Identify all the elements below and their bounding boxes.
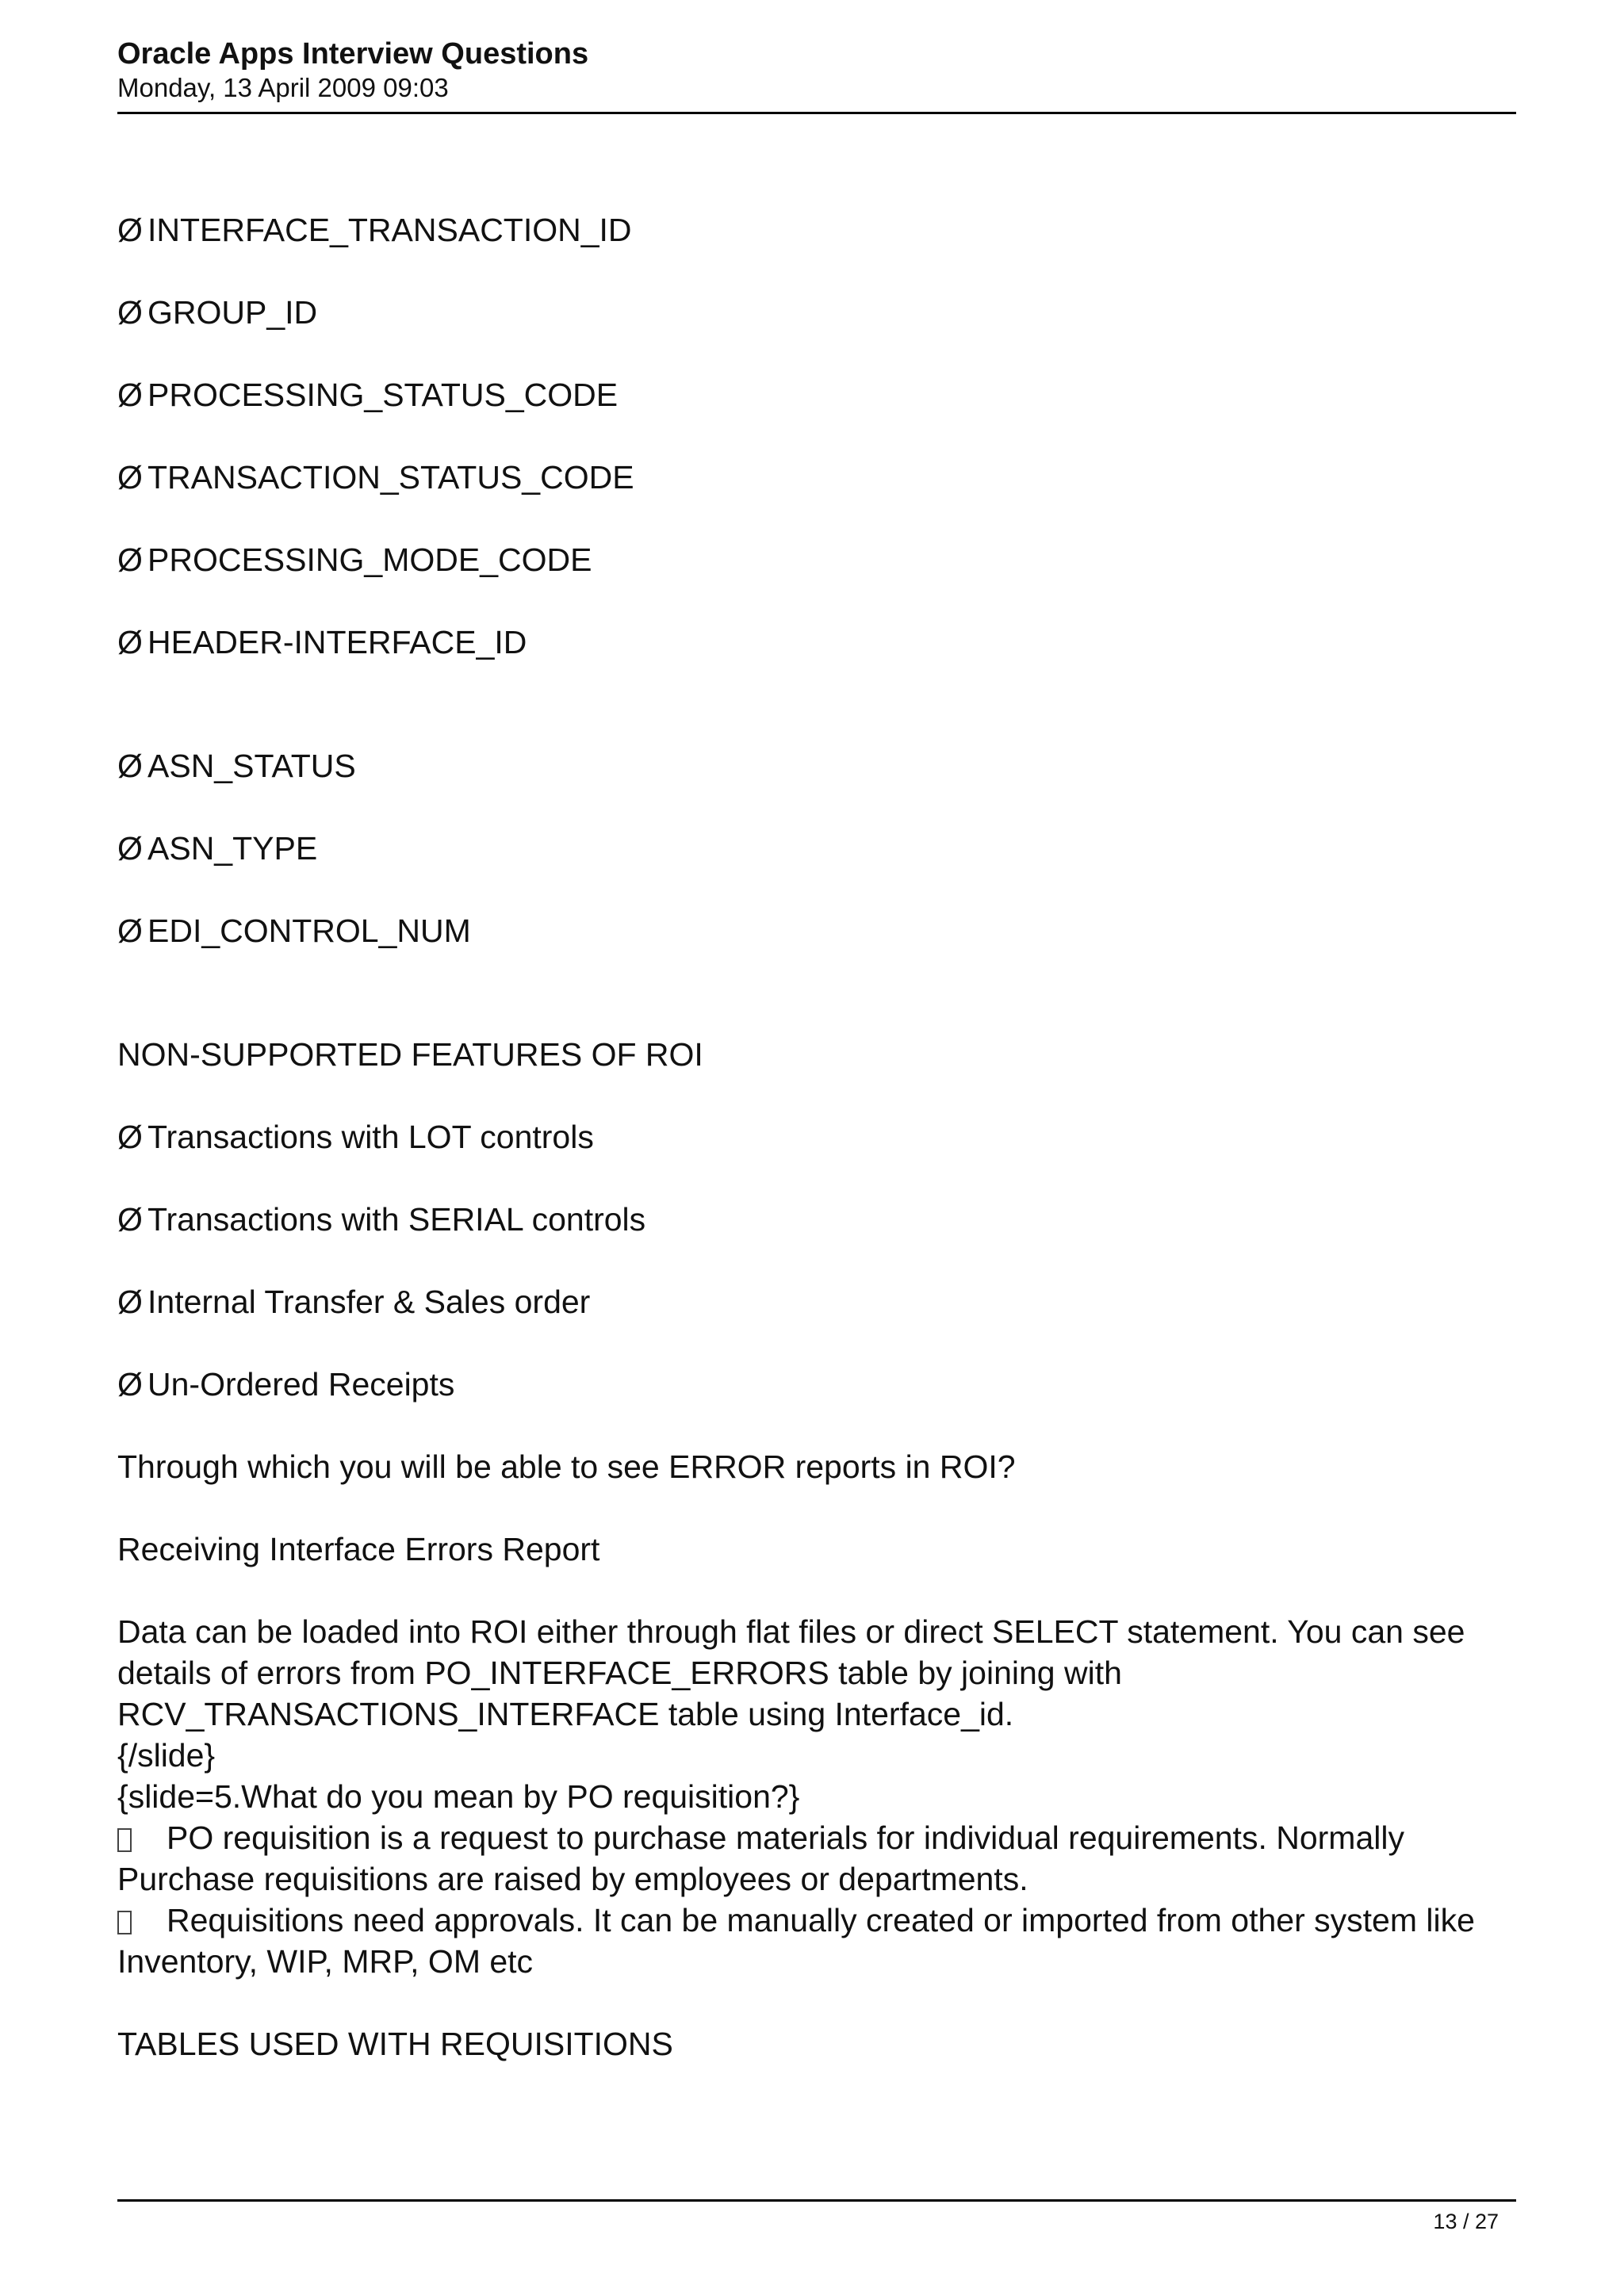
list-item-text: TRANSACTION_STATUS_CODE	[147, 459, 634, 496]
bullet-symbol: Ø	[117, 212, 143, 248]
list-item-text: ASN_TYPE	[147, 830, 318, 867]
bullet-symbol: Ø	[117, 294, 143, 331]
list-item	[117, 622, 527, 663]
list-item	[117, 539, 592, 580]
requisition-point	[117, 1900, 1521, 1982]
requisition-point	[117, 1817, 1521, 1900]
list-item	[117, 457, 634, 498]
list-item-text: EDI_CONTROL_NUM	[147, 913, 471, 949]
question-text: Through which you will be able to see ERROR reports in ROI?	[117, 1448, 1016, 1485]
bullet-symbol: Ø	[117, 913, 143, 949]
bullet-symbol: Ø	[117, 1119, 143, 1155]
list-item-text: Un-Ordered Receipts	[147, 1366, 455, 1402]
list-item-text: GROUP_ID	[147, 294, 318, 331]
list-item-text: PROCESSING_STATUS_CODE	[147, 377, 619, 413]
list-item	[117, 1116, 594, 1158]
list-item	[117, 828, 317, 869]
bullet-symbol: Ø	[117, 624, 143, 660]
list-item-text: ASN_STATUS	[147, 748, 356, 784]
footer-divider	[117, 2199, 1516, 2202]
page-header	[117, 35, 1516, 114]
bullet-symbol: Ø	[117, 830, 143, 867]
bullet-symbol: Ø	[117, 1284, 143, 1320]
list-item	[117, 1199, 645, 1240]
requisition-point-text: PO requisition is a request to purchase materials for individual requirements. Normally Purchase requisitions are raised by employees or departments.	[117, 1820, 1404, 1897]
requisition-point-text: Requisitions need approvals. It can be manually created or imported from other system like Inventory, WIP, MRP, OM etc	[117, 1902, 1475, 1980]
answer-text: Receiving Interface Errors Report	[117, 1531, 600, 1567]
bullet-symbol: Ø	[117, 541, 143, 578]
slide-close-tag: {/slide}	[117, 1737, 216, 1774]
section-heading: NON-SUPPORTED FEATURES OF ROI	[117, 1036, 703, 1073]
list-item	[117, 292, 317, 333]
bullet-symbol: Ø	[117, 1201, 143, 1238]
list-item-text: INTERFACE_TRANSACTION_ID	[147, 212, 632, 248]
list-item	[117, 1281, 590, 1322]
list-item	[117, 910, 471, 951]
list-item	[117, 745, 356, 786]
list-item-text: Internal Transfer & Sales order	[147, 1284, 591, 1320]
slide-open-tag: {slide=5.What do you mean by PO requisition?}	[117, 1778, 800, 1815]
list-item	[117, 1364, 454, 1405]
list-item	[117, 209, 632, 251]
bullet-symbol: Ø	[117, 459, 143, 496]
bullet-symbol: Ø	[117, 748, 143, 784]
document-title: Oracle Apps Interview Questions	[117, 37, 589, 71]
square-bullet-icon	[117, 1828, 132, 1852]
list-item-text: HEADER-INTERFACE_ID	[147, 624, 527, 660]
page-number: 13 / 27	[1433, 2210, 1499, 2233]
square-bullet-icon	[117, 1911, 132, 1934]
bullet-symbol: Ø	[117, 377, 143, 413]
document-date: Monday, 13 April 2009 09:03	[117, 73, 449, 102]
section-heading: TABLES USED WITH REQUISITIONS	[117, 2026, 673, 2062]
list-item	[117, 374, 618, 415]
list-item-text: Transactions with SERIAL controls	[147, 1201, 646, 1238]
body-paragraph: Data can be loaded into ROI either through flat files or direct SELECT statement. You can see details of errors from PO_INTERFACE_ERRORS table by joining with RCV_TRANSACTIONS_INTERFACE table using Interface_id.	[117, 1613, 1465, 1732]
bullet-symbol: Ø	[117, 1366, 143, 1402]
list-item-text: PROCESSING_MODE_CODE	[147, 541, 592, 578]
list-item-text: Transactions with LOT controls	[147, 1119, 594, 1155]
